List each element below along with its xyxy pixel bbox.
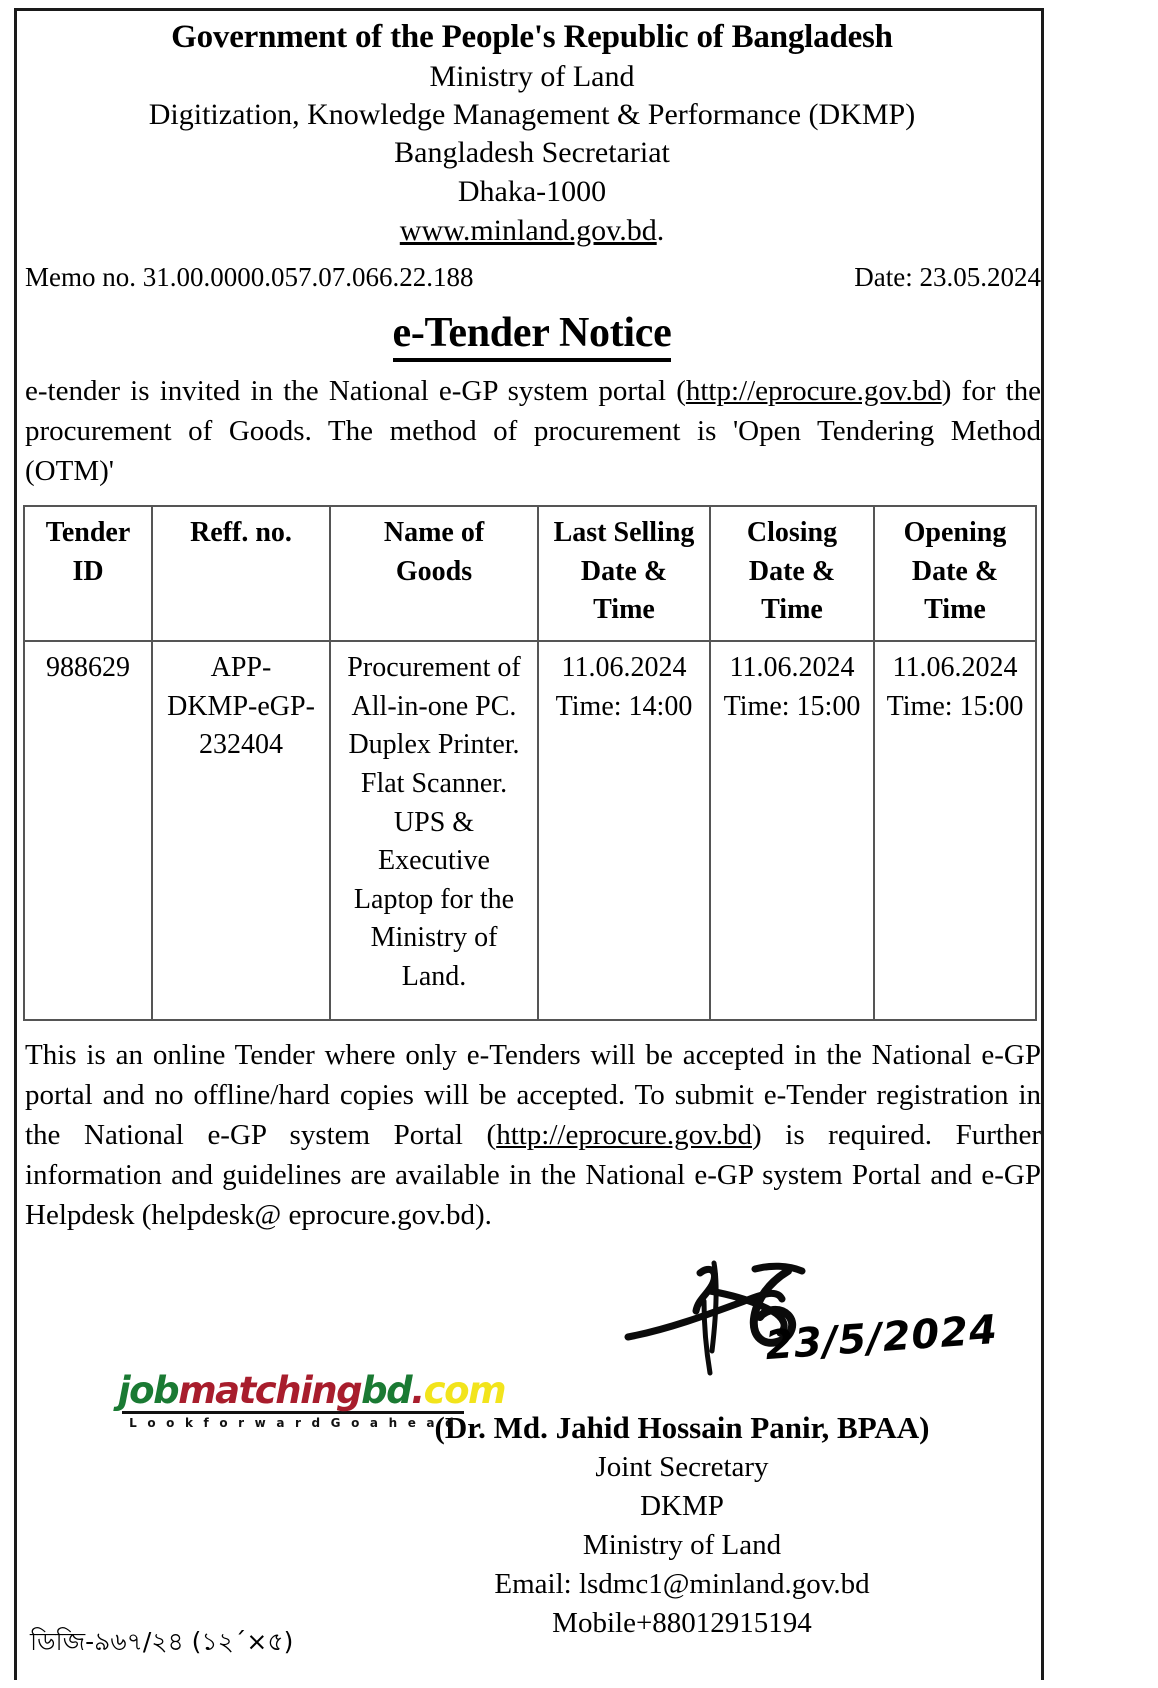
bengali-print-code: ডিজি-৯৬৭/২৪ (১২ˊ×৫)	[30, 1627, 294, 1656]
letterhead-website-period: .	[656, 214, 665, 248]
signer-ministry: Ministry of Land	[582, 1528, 782, 1561]
cell-tender-id: 988629	[24, 641, 152, 1020]
memo-row	[17, 262, 1047, 293]
letterhead-government: Government of the People's Republic of Bangladesh	[171, 19, 893, 55]
letterhead-secretariat: Bangladesh Secretariat	[394, 136, 670, 170]
cell-opening: 11.06.2024 Time: 15:00	[874, 641, 1036, 1020]
cell-last-selling: 11.06.2024 Time: 14:00	[538, 641, 710, 1020]
memo-date: Date: 23.05.2024	[854, 262, 1041, 293]
signer-name: (Dr. Md. Jahid Hossain Panir, BPAA)	[434, 1409, 930, 1445]
header-last-selling: Last Selling Date & Time	[538, 506, 710, 641]
logo-part-com: com	[423, 1369, 506, 1412]
intro-before-link: e-tender is invited in the National e-GP system portal (	[25, 375, 686, 408]
cell-closing: 11.06.2024 Time: 15:00	[710, 641, 874, 1020]
table-header-row	[24, 506, 1036, 641]
notes-part-1: This is an online Tender where only e-Tenders will be accepted in the National e-GP portal and no offline/hard copies will be accepted. To submit e-Tender registration in the National e-GP system Portal (	[25, 1038, 1041, 1151]
notes-part-2: ) is required. Further information and guidelines are available in the National e-GP system Portal and e-GP Helpdesk (helpdesk@ eprocure.gov.bd).	[25, 1118, 1041, 1231]
intro-paragraph	[17, 371, 1047, 491]
header-reff-no: Reff. no.	[152, 506, 330, 641]
header-name-of-goods: Name of Goods	[330, 506, 538, 641]
letterhead-department: Digitization, Knowledge Management & Performance (DKMP)	[148, 97, 916, 131]
letterhead-ministry: Ministry of Land	[429, 59, 635, 93]
header-closing: Closing Date & Time	[710, 506, 874, 641]
page-title-text: e-Tender Notice	[393, 310, 672, 362]
letterhead	[17, 18, 1047, 250]
memo-number: Memo no. 31.00.0000.057.07.066.22.188	[25, 262, 474, 293]
handwritten-date: 23/5/2024	[763, 1306, 1000, 1369]
notes-paragraph	[17, 1035, 1047, 1235]
header-tender-id: Tender ID	[24, 506, 152, 641]
logo-part-job: job	[118, 1369, 179, 1412]
eprocure-link-1[interactable]: http://eprocure.gov.bd	[685, 375, 942, 408]
letterhead-website-link[interactable]: www.minland.gov.bd	[399, 214, 657, 248]
letterhead-city: Dhaka-1000	[457, 174, 607, 208]
signer-block	[317, 1408, 1047, 1643]
logo-part-bd: bd	[361, 1369, 412, 1412]
tender-table	[23, 505, 1037, 1021]
cell-name-of-goods: Procurement of All-in-one PC. Duplex Printer. Flat Scanner. UPS & Executive Laptop for the Ministry of Land.	[330, 641, 538, 1020]
logo-part-matching: matching	[178, 1369, 362, 1412]
logo-part-dot: .	[411, 1369, 424, 1412]
eprocure-link-2[interactable]: http://eprocure.gov.bd	[496, 1118, 753, 1151]
table-row	[24, 641, 1036, 1020]
intro-after-link: ) for the procurement of Goods. The method of procurement is 'Open Tendering Method (OTM)'	[25, 375, 1041, 488]
signer-mobile: Mobile+88012915194	[552, 1606, 812, 1639]
signer-email: Email: lsdmc1@minland.gov.bd	[494, 1567, 870, 1600]
logo-wordmark	[118, 1369, 506, 1412]
letterhead-website-line	[17, 211, 1047, 250]
jobmatchingbd-logo	[118, 1369, 506, 1430]
cell-reff-no: APP- DKMP-eGP- 232404	[152, 641, 330, 1020]
logo-tagline: L o o k f o r w a r d G o a h e a d	[129, 1416, 457, 1430]
page-title	[17, 309, 1047, 357]
header-opening: Opening Date & Time	[874, 506, 1036, 641]
signer-unit: DKMP	[640, 1489, 724, 1522]
signer-designation: Joint Secretary	[595, 1451, 769, 1484]
